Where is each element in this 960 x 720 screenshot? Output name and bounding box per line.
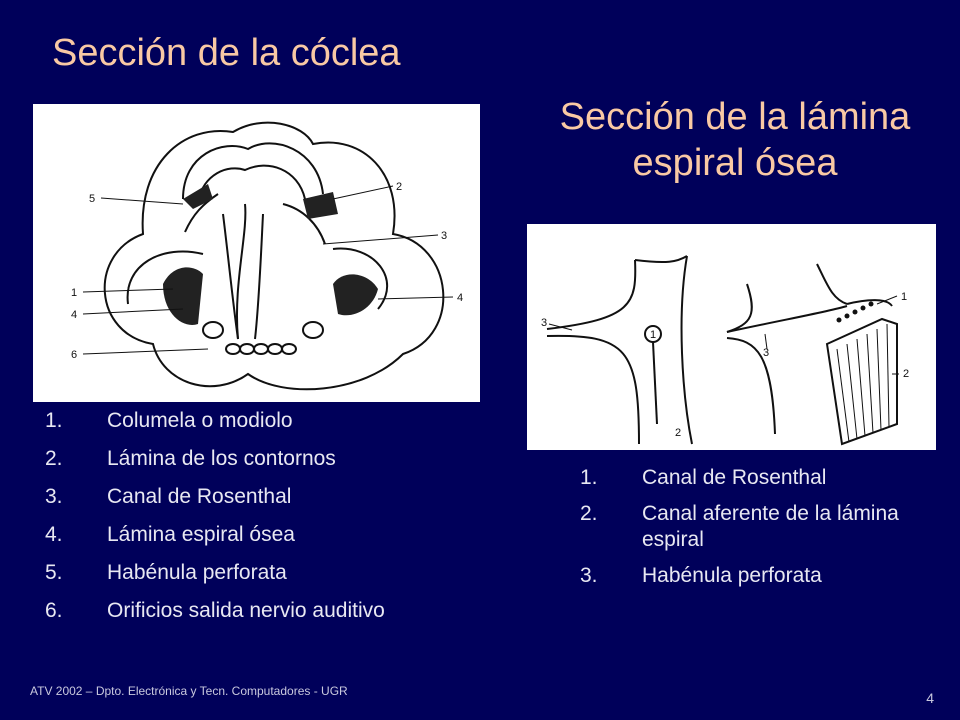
lamina-label-3-left: 3 [541, 317, 548, 329]
lamina-label-3-right: 3 [763, 347, 770, 359]
list-item: 2. Canal aferente de la lámina espiral [580, 502, 899, 551]
page-number: 4 [926, 690, 934, 706]
lamina-label-2-right: 2 [903, 368, 910, 380]
lamina-parts-list [580, 465, 920, 599]
cochlea-label-1: 1 [71, 287, 78, 299]
list-item: 2. Lámina de los contornos [45, 447, 336, 470]
cochlea-label-2: 2 [396, 181, 403, 193]
cochlea-parts-list [45, 408, 495, 636]
cochlea-section-figure [33, 104, 480, 402]
lamina-drawing [527, 224, 936, 450]
cochlea-label-5: 5 [89, 193, 96, 205]
list-item: 6. Orificios salida nervio auditivo [45, 599, 385, 622]
cochlea-label-3: 3 [441, 230, 448, 242]
lamina-label-1-left: 1 [650, 329, 657, 341]
lamina-section-figure [527, 224, 936, 450]
list-item: 4. Lámina espiral ósea [45, 523, 295, 546]
list-item: 3. Habénula perforata [580, 564, 822, 587]
list-item: 1. Columela o modiolo [45, 409, 293, 432]
slide-title-lamina: Sección de la lámina espiral ósea [559, 96, 911, 185]
cochlea-label-6: 6 [71, 349, 78, 361]
cochlea-drawing [33, 104, 480, 402]
slide-title-cochlea: Sección de la cóclea [52, 32, 401, 74]
slide-footer: ATV 2002 – Dpto. Electrónica y Tecn. Computadores - UGR [30, 684, 348, 698]
list-item: 1. Canal de Rosenthal [580, 466, 827, 489]
cochlea-label-4-right: 4 [457, 292, 464, 304]
lamina-label-2-left: 2 [675, 427, 682, 439]
lamina-label-1-right: 1 [901, 291, 908, 303]
cochlea-label-4-left: 4 [71, 309, 78, 321]
list-item: 3. Canal de Rosenthal [45, 485, 292, 508]
list-item: 5. Habénula perforata [45, 561, 287, 584]
